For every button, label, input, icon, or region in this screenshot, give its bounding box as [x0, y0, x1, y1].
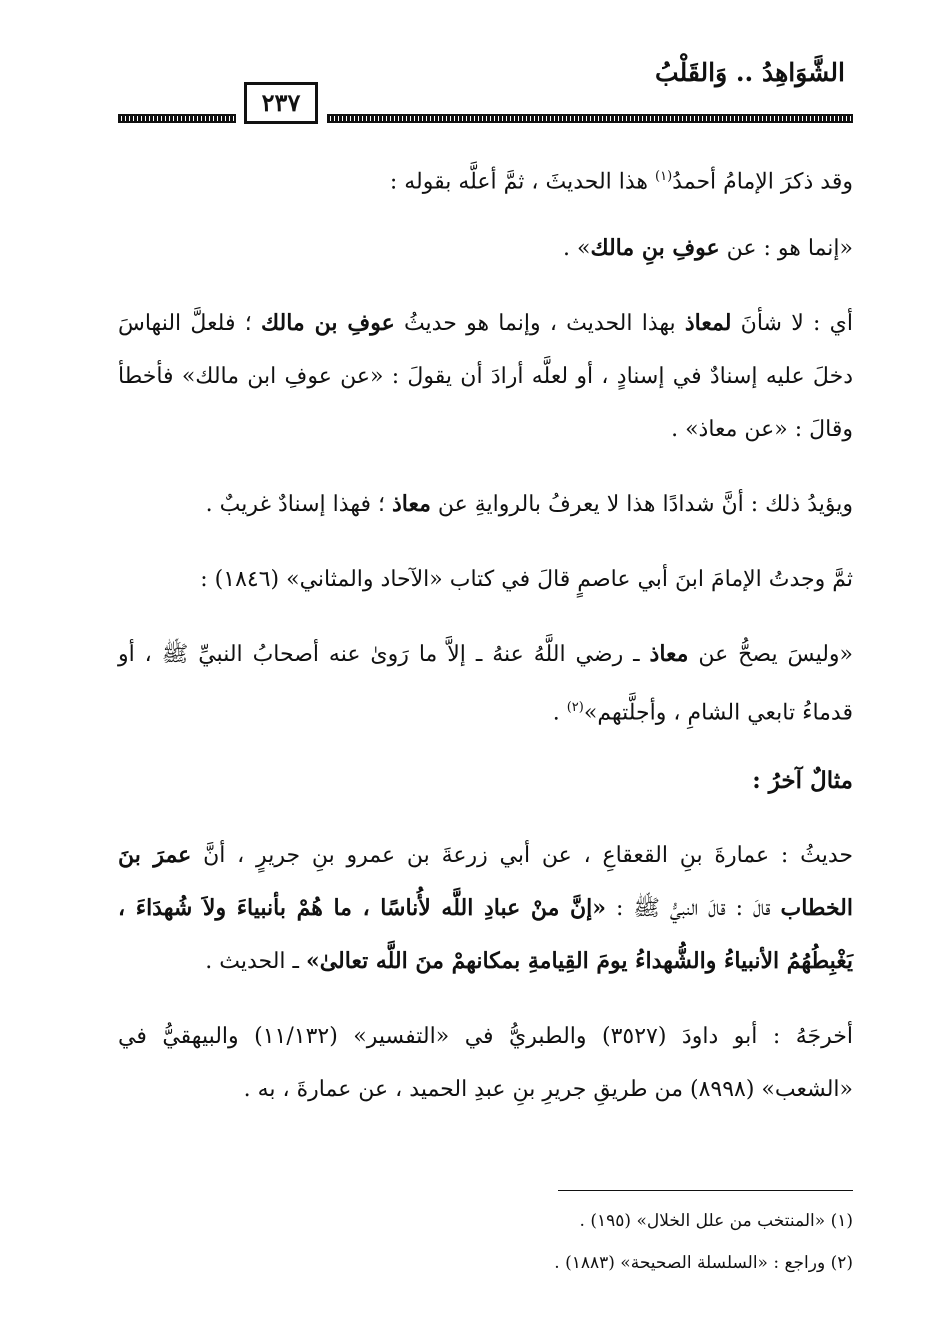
text: «إنما هو : عن — [719, 236, 853, 262]
bold-name: معاذ — [649, 641, 689, 668]
header-rule-right — [327, 114, 853, 123]
text: حديثُ : عمارةَ بنِ القعقاعِ ، عن أبي زرعةَ بن عمرو بنِ جريرٍ ، أنَّ — [191, 842, 853, 868]
footnotes — [118, 1200, 853, 1284]
header-rule-left — [118, 114, 236, 123]
running-header-title: الشَّوَاهِدُ .. وَالقَلْبُ — [655, 58, 845, 87]
footnote-2: (٢) وراجع : «السلسلة الصحيحة» (١٨٨٣) . — [554, 1253, 853, 1273]
bold-name: عمرَ بنَ الخطاب — [118, 841, 853, 921]
text: ـ الحديث . — [205, 948, 306, 974]
bold-name: معاذ — [391, 491, 431, 518]
paragraph-8: أخرجَهُ : أبو داودَ (٣٥٢٧) والطبريُّ في «التفسير» (١١/١٣٢) والبيهقيُّ في «الشعب» (٨٩٩٨) من طريقِ جريرِ بنِ عبدِ الحميد ، عن عمارةَ ، به . — [118, 1023, 853, 1102]
paragraph-6 — [118, 628, 853, 739]
paragraph-4 — [118, 478, 853, 531]
footnote-ref-1: (١) — [655, 169, 673, 184]
text: » . — [562, 236, 591, 262]
text: ؛ فهذا إسنادٌ غريبٌ . — [205, 492, 392, 518]
text: . — [552, 700, 567, 726]
paragraph-2 — [118, 222, 853, 275]
text: أي : لا شأنَ — [731, 311, 853, 337]
text: وقد ذكرَ الإمامُ أحمدُ — [672, 169, 853, 195]
text: ؛ فلعلَّ النهاسَ دخلَ عليه إسنادٌ في إسنادٍ ، أو لعلَّه أرادَ أن يقولَ : «عن عوفِ ابن مالك» فأخطأ وقالَ : «عن معاذ» . — [118, 311, 853, 443]
page-number: ٢٣٧ — [244, 82, 318, 124]
bold-name: لمعاذ — [684, 310, 732, 337]
text: ويؤيدُ ذلك : أنَّ شدادًا هذا لا يعرفُ بالروايةِ عن — [430, 492, 853, 518]
bold-name: عوفِ بن مالك — [260, 310, 395, 337]
footnote-ref-2: (٢) — [566, 700, 584, 716]
text: بهذا الحديث ، وإنما هو حديثُ — [394, 311, 685, 337]
hadith-quote: «إنَّ منْ عبادِ اللَّه لأُناسًا ، ما هُمْ بأنبياءَ ولاَ شُهدَاءَ ، يَغْبِطُهُمُ الأنبياءُ والشُّهداءُ يومَ القِيامةِ بمكانهمْ منَ اللَّه تعالىٰ» — [118, 894, 853, 974]
paragraph-5: ثمَّ وجدتُ الإمامَ ابنَ أبي عاصمٍ قالَ في كتاب «الآحاد والمثاني» (١٨٤٦) : — [200, 567, 853, 593]
paragraph-7 — [118, 829, 853, 988]
paragraph-3 — [118, 297, 853, 456]
text: قالَ : قالَ النبيُّ ﷺ : — [606, 895, 781, 921]
footnote-separator — [558, 1190, 853, 1191]
main-text — [118, 150, 853, 1138]
footnote-1: (١) «المنتخب من علل الخلال» (١٩٥) . — [579, 1211, 853, 1231]
text: هذا الحديثَ ، ثمَّ أعلَّه بقوله : — [389, 169, 656, 195]
paragraph-1 — [118, 150, 853, 208]
section-heading: مثالٌ آخرُ : — [752, 766, 853, 794]
bold-name: عوفِ بنِ مالك — [590, 235, 720, 262]
text: ـ رضي اللَّهُ عنهُ ـ إلاَّ ما رَوىٰ عنه أصحابُ النبيِّ ﷺ ، أو قدماءُ تابعي الشامِ ، وأجلَّتهم» — [118, 642, 853, 726]
text: «وليسَ يصحُّ عن — [688, 642, 853, 668]
